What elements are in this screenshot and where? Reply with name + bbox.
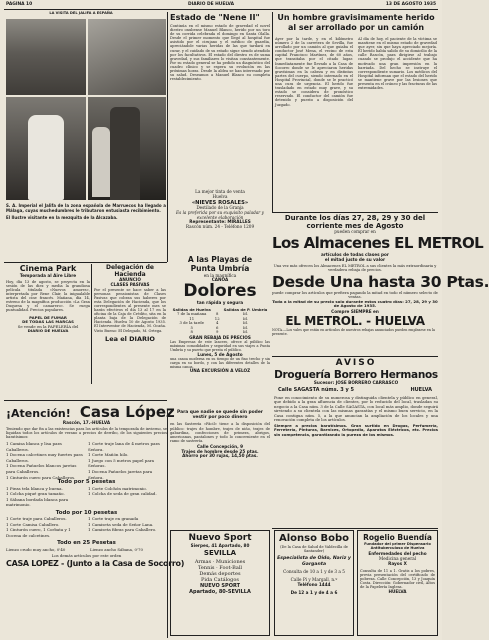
hombre-title: Un hombre gravisimamente herido al ser arrollado por un camión	[277, 13, 435, 32]
photo-bottom-mid	[88, 97, 166, 200]
lopez-list-3-left: 1 Corte traje para Caballeros. 1 Corte Camisa Caballero. 1 Cinturón cuero, 1 Corbata y 1 Docena de calcetines.	[6, 516, 71, 539]
lea-diario: Lea el DIARIO	[105, 334, 155, 343]
playas-ad: A las Playas de Punta Umbría en la magnífica CANOA Dolores tan rápida y segura Salidas de Huelva Salidas de P. Umbría 7 de la mañana 8 Id. 11 12 Id. 3 de la tarde 4 Id. 5 6 Id. 8 9 Id. GRAN REBAJA DE PRECIOS Las Empresas de este lancero, ofrece al público las máximas comodidades y seguridad en sus viajes a Punta Umbría y su puerto que presta el público. Lunes, 5 de Agosto una canoa moderna en su tiempo de un fino trecho y sin carga en su bordo, y con las diferentes detalles de la misma canoa. UNA EXCURSIÓN A VELOZ	[170, 255, 270, 374]
paper-name: DIARIO DE HUELVA	[188, 2, 235, 7]
aviso-borrero: AVISO Droguería Borrero Hermanos Sucesor: JOSE BORRERO CARRASCO Calle SAGASTA núms. 3 y 5 HUELVA Pone en conocimiento de su numerosa y distinguida clientela y público en general, que debido a la gran afluencia de clientes, por lo reducido del local, trasladan su negocio a la Casa núm. 3 de la Calle SAGASTA, con local más amplio, donde seguirá sirviendo a su clientela con las mismas garantías y el mismo buen servicio, en la Casa contigua núm. 5, a la que anuncian la ampliación de los locales y una renovación completa de los artículos. Siempre a precios baratísimos. Gran surtido en Drogas, Perfumería, Ferretería, Pinturas, Barnices, Ortopedia, Aparatos Eléctricos, etc. Precios sin competencia, garantizando la pureza de los mismos.	[274, 358, 438, 437]
hacienda-body: Por el presente se hace saber a las personas pensionistas de Clases Pasivas que cobran sus haberes por esta Delegación de Hacienda, que los correspondientes al presente mes se harán efectivos el día 13 al 17 en la oficina de la Caja de Crédito, sita en la planta baja de la Delegación de Hacienda. Huelva 10 de Agosto 1935. El Interventor de Hacienda, M. Ocaña. Visto Bueno: El Delegado, M. Ortega.	[94, 287, 166, 333]
photo-top-left	[6, 19, 86, 95]
lopez-total-1: Todo por 5 pesetas	[57, 479, 116, 486]
lopez-list-1-left: 1 Camisa blanca y lisa para Caballeros. 1 Docena calcetines muy fuertes para Caballeros. 1 Docena Pañuelos blancos jaretas para Caballeros. 1 Cinturón cuero para Caballeros.	[6, 441, 83, 480]
hombre-body-left: Ayer por la tarde, y en el kilómetro número 2 de la carretera de Sevilla, fue arrollado por un camión al que guiaba el conductor José Mena, el vecino de esta capital Francisco Martínez, de 60 años, que transitaba por el citado lugar. Inmediatamente fue llevado a la Casa de Socorro donde se le apreciaron heridas gravísimas en la cabeza y en distintas partes del cuerpo, siendo internado en el Hospital Provincial, donde se le practicó una cura de urgencia. El herido fue trasladado en estado muy grave, y su estado se considera de pronóstico reservado. El conductor del camión fue detenido y puesto a disposición del Juzgado.	[275, 37, 353, 107]
lopez-list-2-right: 1 Corte Colchón matrimonio. 1 Colcha de seda de gran calidad.	[88, 485, 157, 497]
page-label: PAGINA 10	[6, 2, 33, 7]
schedule-table: Salidas de Huelva Salidas de P. Umbría 7 de la mañana 8 Id. 11 12 Id. 3 de la tarde 4 Id. 5 6 Id. 8 9 Id.	[172, 306, 268, 335]
metrol-big-price: Desde Una hasta 30 Ptas.	[272, 272, 489, 291]
rogelio-brand: Rogelio Buendía	[363, 533, 432, 542]
cinema-title: Cinema Park	[19, 264, 77, 273]
masthead-rule	[4, 9, 438, 10]
estado-nene-article	[170, 12, 270, 162]
photo-caption: S. A. Imperial el Jalifa de la zona española de Marruecos ha llegado a Málaga, cuyas muchedumbres le tributaron entusiasta recibimiento.	[6, 203, 166, 213]
cinema-body: Hoy, día 13 de agosto, se proyecta en la sesión de las diez y media la grandiosa película titulada «Nuevos amores», interpretada por Rene Clair, la inigualable artista del cine francés. Mañana, día 14, estreno de la magnífica producción «La Gran Duquesa y el camarero». Se ruega puntualidad. Precios populares.	[6, 279, 90, 313]
aviso-title: AVISO	[335, 358, 377, 368]
figure-dark-coat	[110, 107, 140, 200]
hombre-herido-article	[275, 13, 437, 208]
hombre-body-right: Al día de hoy, el paciente de la víctima se mantiene en el mismo estado de gravedad que ayer, sin que haya apreciado mejoría. El herido había salido de su domicilio de la calle Rascón, para dirigirse al trabajo cuando se produjo el accidente que ha motivado una gran impresión en la barriada. Del hecho se instruye el correspondiente sumario. Los médicos del Hospital informan que el estado del herido se mantiene grave por las lesiones que presenta en el cráneo y las fracturas de las extremidades.	[358, 37, 437, 91]
casa-lopez-brand: Casa López	[79, 403, 175, 421]
rogelio-buendia-ad: Rogelio Buendía Fundador del primer Dispensario Antituberculoso de Huelva Enfermedades del pecho Medicina general Rayos X Consulta de 11 a 1. Gratis a los pobres, previa presentación del certificado de pobreza. Calle Concepción, 13 y Joaquín Costa. Dirección: Gobernador civil, Altos de la Papelería Inglesa. HUELVA	[357, 530, 438, 636]
section-title: LA VISITA DEL JALIFA A ESPAÑA	[49, 11, 113, 15]
figure-white-robe	[28, 115, 64, 200]
lopez-total-2: Todo por 10 pesetas	[55, 509, 118, 516]
dolores-brand: Dolores	[183, 281, 257, 302]
cinema-park: Cinema Park Temporada al Aire Libre Hoy, día 13 de agosto, se proyecta en la sesión de las diez y media la grandiosa película titulada «Nuevos amores», interpretada por Rene Clair, la inigualable artista del cine francés. Mañana, día 14, estreno de la magnífica producción «La Gran Duquesa y el camarero». Se ruega puntualidad. Precios populares. PAPEL DE FUMAR DE TODAS LAS MARCAS Se vende en la PAPELERÍA del DIARIO DE HUELVA	[6, 264, 90, 334]
borrero-brand: Droguería Borrero Hermanos	[274, 369, 438, 381]
metrol-ad: Durante los días 27, 28, 29 y 30 del corriente mes de Agosto pueden comprar en Los Almacenes EL METROL artículos de todas clases por el mitad justo de su valor Una vez más ofrecen los Almacenes EL METROL a sus clientes la más extraordinaria y verdadera rebaja de precios. Desde Una hasta 30 Ptas. puede comprar los artículos que prefiera pagando la mitad en todo el número selecto de ventas. Toda a la mitad de su precio solo durante estos cuatro días: 27, 28, 29 y 30 de Agosto de 1935. Compre SIEMPRE en EL METROL. - HUELVA NOTA.—Los vales que están en artículos de nuestros rebajas anunciados pueden emplearse en la presente.	[272, 214, 489, 337]
lopez-total-3: Todo en 25 Pesetas	[57, 540, 116, 547]
hacienda-notice: Delegación de Hacienda ANUNCIO CLASES PASIVAS Por el presente se hace saber a las personas pensionistas de Clases Pasivas que cobran sus haberes por esta Delegación de Hacienda, que los correspondientes al presente mes se harán efectivos el día 13 al 17 en la oficina de la Caja de Crédito, sita en la planta baja de la Delegación de Hacienda. Huelva 10 de Agosto 1935. El Interventor de Hacienda, M. Ocaña. Visto Bueno: El Delegado, M. Ortega. Lea el DIARIO	[94, 264, 166, 343]
masthead	[6, 2, 438, 8]
nieves-brand: «NIEVES ROSALES»	[191, 199, 249, 206]
nuevo-sport-title: Nuevo Sport	[188, 533, 252, 543]
estado-nene-title: Estado de "Nene II"	[170, 12, 260, 22]
figure-light-coat	[92, 127, 110, 197]
masthead-date: 13 DE AGOSTO 1935	[385, 2, 436, 7]
metrol-brand: Los Almacenes EL METROL	[272, 233, 484, 252]
casa-lopez-ad: ¡Atención! Casa López Rascón, 17.-HUELVA Teniendo que dar fin a las existencias para los artículos de la temporada de invierno, se liquidan todos los artículos de verano a precios de derribo, de los siguientes precios baratísimos: 1 Camisa blanca y lisa para Caballeros. 1 Docena calcetines muy fuertes para Caballeros. 1 Docena Pañuelos blancos jaretas para Caballeros. 1 Cinturón cuero para Caballeros. 1 Corte traje lana de 4 metros para Señora. 1 Corte Mañón hilo. 1 Juego con 5 metros papel para Señoras. 1 Docena Pañuelos jaretas para Señora. Todo por 5 pesetas 1 Pieza tela blanca y buena. 1 Colcha piqué gran tamaño. 1 Sábana bordada blanca para matrimonio. 1 Corte Colchón matrimonio. 1 Colcha de seda de gran calidad. Todo por 10 pesetas 1 Corte traje para Caballeros. 1 Corte Camisa Caballero. 1 Cinturón cuero, 1 Corbata y 1 Docena de calcetines. 1 Corte traje en granada 1 Camiseta seda de Señor Lana. 1 Camiseta fibras para Caballero. Todo en 25 Pesetas Lienzo crudo muy ancho, 0'40 Lienzo ancho Sábana, 0'70 Los demás artículos por este orden CASA LOPEZ - (Junto a la Casa de Socorro)	[6, 403, 185, 568]
alonso-bobo-ad: Alonso Bobo (De la Casa de Salud de Valdecilla de Santander) Especialista de Oido, Nariz y Garganta Consulta de 10 a 1 y de 3 a 5 Calle Pi y Margall, n.º Teléfono 1444 De 12 a 1 y de 4 a 6	[274, 530, 354, 636]
nieves-ad: La mejor tinta de venta Huelva «NIEVES ROSALES» Destilado de la Granja Es la preferida por su exquisito paladar y excelente elaboración Representante: MIRALLES Rascón núm. 24 - Teléfono 1209	[170, 190, 270, 250]
photo-captions	[6, 204, 166, 234]
lopez-list-3-right: 1 Corte traje en granada 1 Camiseta seda de Señor Lana. 1 Camiseta fibras para Caballero.	[88, 516, 157, 533]
estado-nene-body: Continúa en el mismo estado de gravedad el novel diestro onubense Manuel Blanco, herido por un toro de su corrida celebrada el domingo en Santa Olalla. Desde el primer momento que llegó al hospital fue asistido por el cirujano y el médico de guardia, apreciándole varias heridas de las que tardará en curar, y el cuidado de su estado sigue siendo atendido por los facultativos. El estado del diestro es de suma gravedad, y sus familiares lo visitan constantemente. Por su estado general se ha pedido un diagnóstico del cuadro clínico y se espera su evolución en las próximas horas. Desde la aldea se han interesado por su salud. Deseamos a Manuel Blanco su completa restablecimiento.	[170, 24, 270, 82]
alonso-brand: Alonso Bobo	[279, 533, 349, 544]
lopez-list-2-left: 1 Pieza tela blanca y buena. 1 Colcha piqué gran tamaño. 1 Sábana bordada blanca para matrimonio.	[6, 485, 69, 508]
photo-bottom-left	[6, 97, 86, 200]
atencion-label: ¡Atención!	[6, 407, 71, 420]
photo-top-mid	[88, 19, 166, 95]
lopez-list-1-right: 1 Corte traje lana de 4 metros para Señora. 1 Corte Mañón hilo. 1 Juego con 5 metros papel para Señoras. 1 Docena Pañuelos jaretas para Señora.	[88, 441, 160, 480]
lopez-footer: CASA LOPEZ - (Junto a la Casa de Socorro)	[6, 558, 185, 568]
metrol-brand-2: EL METROL. - HUELVA	[285, 314, 425, 329]
photo-caption-2: El Ilustre visitante en la mezquita de la Alcazaba.	[6, 214, 118, 220]
sastreria-ad: Para que nadie se quede sin poder vestir por poco dinero en las Sastrería «Fácil» tiene a la disposición del público: trajes de hombre, trajes de niño, trajes de gabardina, confecciones de primera, abrigos, americanas, pantalones y todo lo concerniente en el ramo de sastrería. Calle Concepción, 9 Trajes de hombre desde 25 ptas. Ahorro por 30 rujas, 14,50 ptas.	[170, 410, 270, 459]
hacienda-title: Delegación de Hacienda	[106, 264, 154, 278]
nuevo-sport-ad: Nuevo Sport Sierpes, 41 Apartado, 80 SEVILLA Armas · Municiones Tennis · Foot-Ball Demás deportes Pida Catálogos NUEVO SPORT Apartado, 80-SEVILLA	[170, 530, 270, 636]
